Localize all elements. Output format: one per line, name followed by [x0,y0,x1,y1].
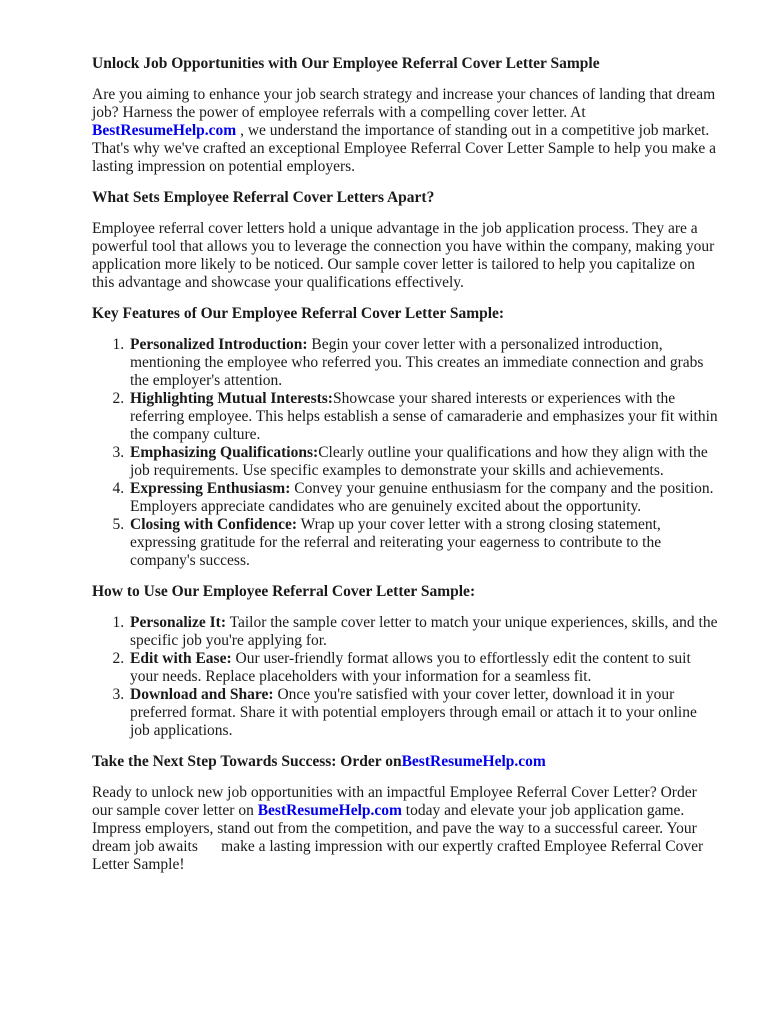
text-run: Are you aiming to enhance your job search strategy and increase your chances of landing that dream job? Harness the power of employee referrals with a compelling cover letter. At [92,86,716,121]
link-bestresumehelp[interactable]: BestResumeHelp.com [92,122,237,139]
text-run: , we understand the importance of standing out in a competitive job market. That's why we've crafted an exceptional Employee Referral Cover Letter Sample to help you make a lasting impression on potential employers. [92,122,717,175]
text-run: today and elevate your job application game. Impress employers, stand out from the competition, and pave the way to a successful career. Your dream job awaits make a lasting impression with our expertly crafted Employee Referral Cover Letter Sample! [92,802,704,873]
list-item [128,390,718,444]
list-item [128,480,718,516]
how-to-use-list [92,614,718,740]
text-run: Once you're satisfied with your cover letter, download it in your preferred format. Share it with potential employers through email or attach it to your online job applications. [130,686,697,739]
list-item [128,686,718,740]
text-run: Personalize It: [130,614,226,631]
text-run: Download and Share: [130,686,274,703]
list-item [128,336,718,390]
text-run: Employee referral cover letters hold a unique advantage in the job application process. They are a powerful tool that allows you to leverage the connection you have within the company, making your application more likely to be noticed. Our sample cover letter is tailored to help you capitalize on this advantage and showcase your qualifications effectively. [92,220,715,291]
text-run: Emphasizing Qualifications: [130,444,319,461]
list-item [128,614,718,650]
link-bestresumehelp[interactable]: BestResumeHelp.com [401,753,546,770]
text-run: Edit with Ease: [130,650,232,667]
closing-paragraph [92,784,718,874]
document-content [92,55,718,874]
text-run: What Sets Employee Referral Cover Letters Apart? [92,189,435,206]
text-run: Begin your cover letter with a personalized introduction, mentioning the employee who referred you. This creates an immediate connection and grabs the employer's attention. [130,336,704,389]
what-sets-apart-paragraph [92,220,718,292]
section-heading-next-step [92,753,718,771]
list-item [128,650,718,686]
text-run: Unlock Job Opportunities with Our Employee Referral Cover Letter Sample [92,55,600,72]
text-run: Personalized Introduction: [130,336,308,353]
intro-paragraph [92,86,718,176]
text-run: How to Use Our Employee Referral Cover Letter Sample: [92,583,476,600]
text-run: Closing with Confidence: [130,516,298,533]
text-run: Ready to unlock new job opportunities with an impactful Employee Referral Cover Letter? Order our sample cover letter on [92,784,697,819]
text-run: Highlighting Mutual Interests: [130,390,333,407]
text-run: Showcase your shared interests or experiences with the referring employee. This helps establish a sense of camaraderie and emphasizes your fit within the company culture. [130,390,718,443]
text-run: Expressing Enthusiasm: [130,480,291,497]
key-features-list [92,336,718,570]
text-run: Our user-friendly format allows you to effortlessly edit the content to suit your needs. Replace placeholders with your information for a seamless fit. [130,650,691,685]
text-run: Clearly outline your qualifications and how they align with the job requirements. Use specific examples to demonstrate your skills and achievements. [130,444,708,479]
text-run: Key Features of Our Employee Referral Cover Letter Sample: [92,305,505,322]
list-item [128,444,718,480]
text-run: Wrap up your cover letter with a strong closing statement, expressing gratitude for the referral and reiterating your eagerness to contribute to the company's success. [130,516,662,569]
text-run: Take the Next Step Towards Success: Order on [92,753,402,770]
list-item [128,516,718,570]
section-heading-what-sets-apart [92,189,718,207]
page-title [92,55,718,73]
section-heading-how-to-use [92,583,718,601]
section-heading-key-features [92,305,718,323]
text-run: Tailor the sample cover letter to match your unique experiences, skills, and the specific job you're applying for. [130,614,718,649]
link-bestresumehelp[interactable]: BestResumeHelp.com [257,802,402,819]
text-run: Convey your genuine enthusiasm for the company and the position. Employers appreciate candidates who are genuinely excited about the opportunity. [130,480,714,515]
